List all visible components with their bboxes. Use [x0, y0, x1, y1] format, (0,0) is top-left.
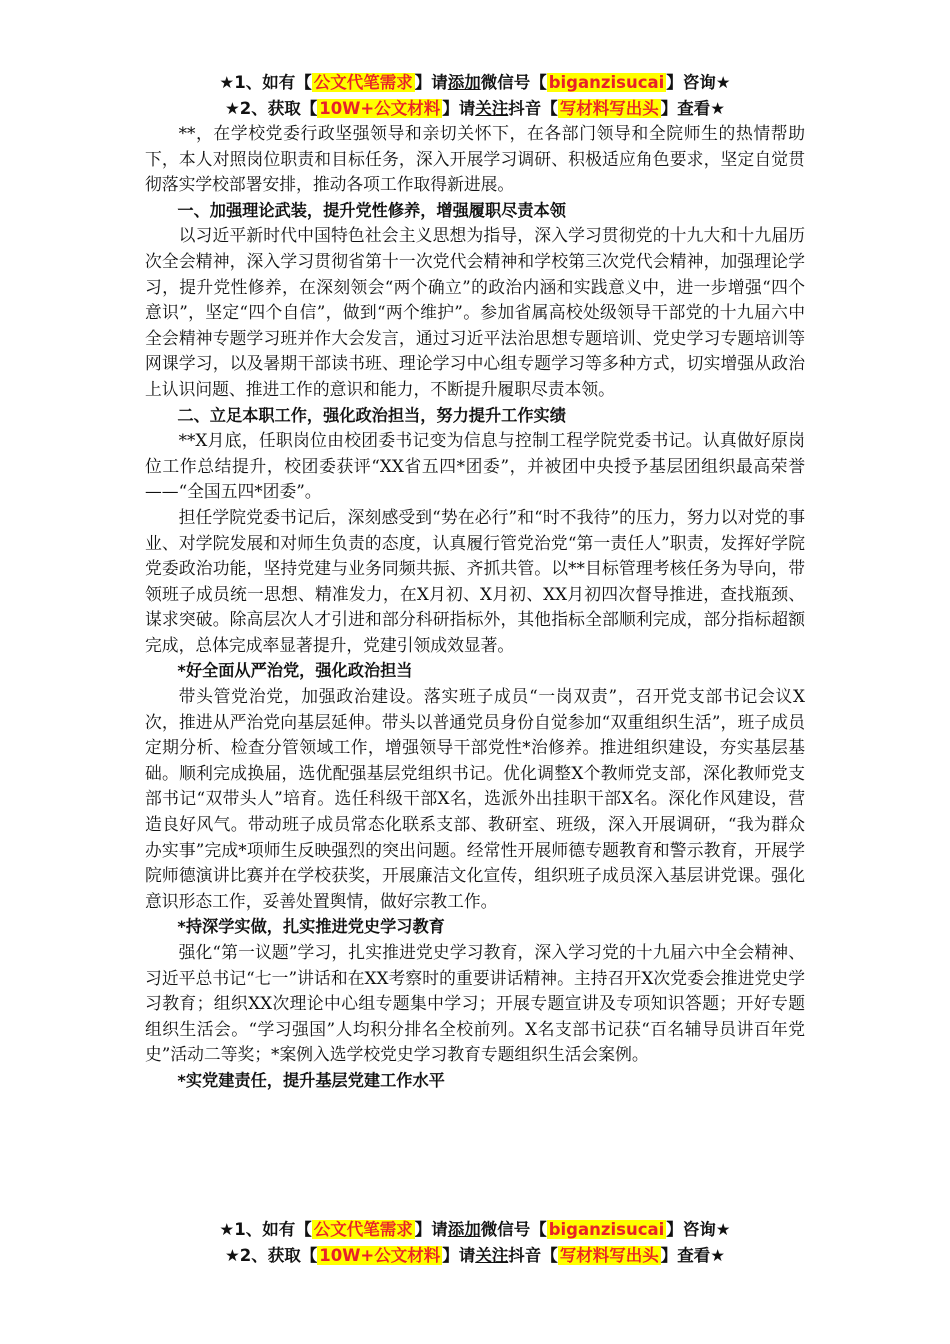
banner-text: 微信号【 [480, 1220, 547, 1239]
banner-text: ★2、获取【 [224, 1246, 318, 1265]
body-paragraph: **，在学校党委行政坚强领导和亲切关怀下，在各部门领导和全院师生的热情帮助下，本人对照岗位职责和目标任务，深入开展学习调研、积极适应角色要求，坚定自觉贯彻落实学校部署安排，推动各项工作取得新进展。 [145, 123, 805, 195]
body-paragraph: 以习近平新时代中国特色社会主义思想为指导，深入学习贯彻党的十九大和十九届历次全会精神，深入学习贯彻省第十一次党代会精神和学校第三次党代会精神，加强理论学习，提升党性修养，在深刻领会“两个确立”的政治内涵和实践意义中，进一步增强“四个意识”，坚定“四个自信”，做到“两个维护”。参加省属高校处级领导干部党的十九届六中全会精神专题学习班并作大会发言，通过习近平法治思想专题培训、党史学习专题培训等网课学习，以及暑期干部读书班、理论学习中心组专题学习等多种方式，切实增强从政治上认识问题、推进工作的意识和能力，不断提升履职尽责本领。 [145, 225, 805, 399]
banner-text: 】请 [442, 99, 476, 118]
banner-text: 添加 [447, 73, 481, 92]
top-banner [0, 70, 950, 122]
banner-text: 】请 [442, 1246, 476, 1265]
document-body [145, 121, 805, 1094]
banner-text: 】咨询★ [666, 1220, 731, 1239]
body-paragraph: 强化“第一议题”学习，扎实推进党史学习教育，深入学习党的十九届六中全会精神、习近平总书记“七一”讲话和在XX考察时的重要讲话精神。主持召开X次党委会推进党史学习教育；组织XX次理论中心组专题集中学习；开展专题宣讲及专项知识答题；开好专题组织生活会。“学习强国”人均积分排名全校前列。X名支部书记获“百名辅导员讲百年党史”活动二等奖；*案例入选学校党史学习教育专题组织生活会案例。 [145, 942, 805, 1065]
highlight-text: 公文代笔需求 [313, 73, 413, 92]
banner-text: ★1、如有【 [219, 73, 312, 92]
banner-text: 】请 [414, 1220, 448, 1239]
banner-text: 】请 [414, 73, 448, 92]
banner-text: 】查看★ [660, 1246, 726, 1265]
banner-text: 微信号【 [480, 73, 547, 92]
section-heading: 二、立足本职工作，强化政治担当，努力提升工作实绩 [177, 405, 566, 425]
banner-text: 】查看★ [660, 99, 726, 118]
highlight-text: 写材料写出头 [559, 99, 659, 118]
section-heading: *持深学实做，扎实推进党史学习教育 [177, 917, 445, 937]
highlight-text: 10W+公文材料 [319, 99, 441, 118]
body-paragraph: **X月底，任职岗位由校团委书记变为信息与控制工程学院党委书记。认真做好原岗位工作总结提升，校团委获评“XX省五四*团委”，并被团中央授予基层团组织最高荣誉——“全国五四*团委”。 [145, 430, 805, 502]
banner-line-2 [0, 96, 950, 122]
banner-text: 关注 [475, 1246, 509, 1265]
highlight-text: biganzisucai [548, 73, 665, 92]
highlight-text: 写材料写出头 [559, 1246, 659, 1265]
banner-text: 抖音【 [508, 1246, 558, 1265]
section-heading: *好全面从严治党，强化政治担当 [177, 661, 413, 681]
banner-line-1 [0, 70, 950, 96]
banner-text: 抖音【 [508, 99, 558, 118]
body-paragraph: 带头管党治党，加强政治建设。落实班子成员“一岗双责”，召开党支部书记会议X次，推进从严治党向基层延伸。带头以普通党员身份自觉参加“双重组织生活”，班子成员定期分析、检查分管领域工作，增强领导干部党性*治修养。推进组织建设，夯实基层基础。顺利完成换届，选优配强基层党组织书记。优化调整X个教师党支部，深化教师党支部书记“双带头人”培育。选任科级干部X名，选派外出挂职干部X名。深化作风建设，营造良好风气。带动班子成员常态化联系支部、教研室、班级，深入开展调研，“我为群众办实事”完成*项师生反映强烈的突出问题。经常性开展师德专题教育和警示教育，开展学院师德演讲比赛并在学校获奖，开展廉洁文化宣传，组织班子成员深入基层讲党课。强化意识形态工作，妥善处置舆情，做好宗教工作。 [145, 686, 805, 911]
banner-text: 关注 [475, 99, 509, 118]
banner-text: ★2、获取【 [224, 99, 318, 118]
highlight-text: biganzisucai [548, 1220, 665, 1239]
highlight-text: 公文代笔需求 [313, 1220, 413, 1239]
section-heading: 一、加强理论武装，提升党性修养，增强履职尽责本领 [177, 200, 566, 220]
banner-text: 】咨询★ [666, 73, 731, 92]
body-paragraph: 担任学院党委书记后，深刻感受到“势在必行”和“时不我待”的压力，努力以对党的事业、对学院发展和对师生负责的态度，认真履行管党治党“第一责任人”职责，发挥好学院党委政治功能，坚持党建与业务同频共振、齐抓共管。以**目标管理考核任务为导向，带领班子成员统一思想、精准发力，在X月初、X月初、XX月初四次督导推进，查找瓶颈、谋求突破。除高层次人才引进和部分科研指标外，其他指标全部顺利完成，部分指标超额完成，总体完成率显著提升，党建引领成效显著。 [145, 506, 805, 655]
section-heading: *实党建责任，提升基层党建工作水平 [177, 1070, 445, 1090]
banner-line-1 [0, 1217, 950, 1243]
banner-line-2 [0, 1243, 950, 1269]
bottom-banner [0, 1217, 950, 1269]
banner-text: 添加 [447, 1220, 481, 1239]
banner-text: ★1、如有【 [219, 1220, 312, 1239]
highlight-text: 10W+公文材料 [319, 1246, 441, 1265]
